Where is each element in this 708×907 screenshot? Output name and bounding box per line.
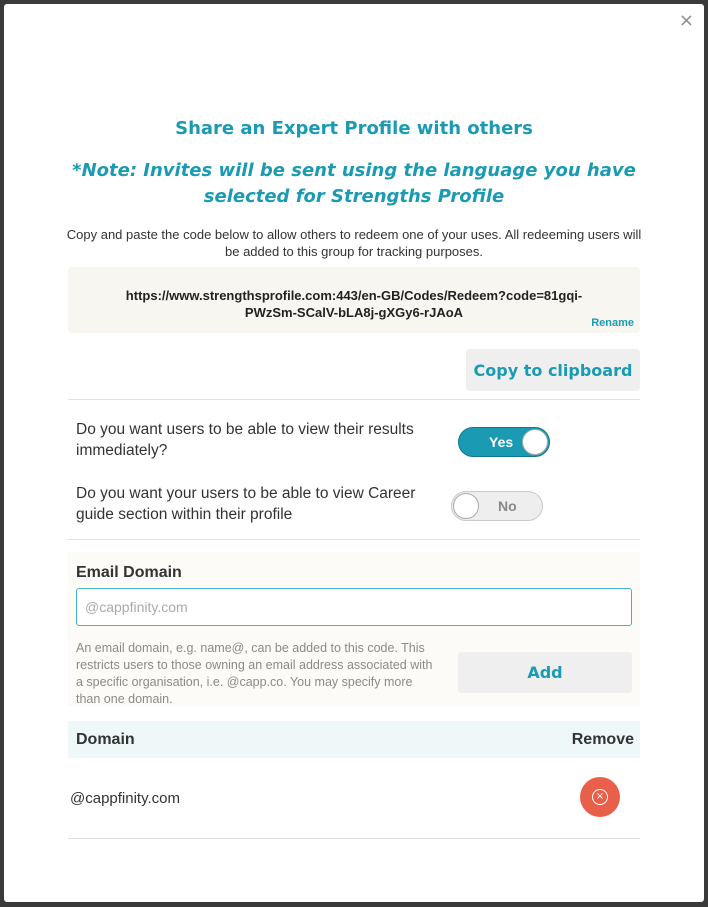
note-line-1: *Note: Invites will be sent using the language you have <box>72 160 636 181</box>
domain-cell: @cappfinity.com <box>70 790 180 807</box>
redeem-code-box <box>68 267 640 333</box>
view-results-question: Do you want users to be able to view their results immediately? <box>76 421 414 459</box>
redeem-url-line-2: PWzSm-SCalV-bLA8j-gXGy6-rJAoA <box>244 305 464 320</box>
close-circle-icon: × <box>592 789 608 805</box>
share-profile-modal <box>4 4 704 902</box>
rename-link[interactable]: Rename <box>591 317 634 329</box>
email-domain-section <box>68 552 640 706</box>
email-domain-input[interactable] <box>76 588 632 626</box>
divider <box>68 539 640 540</box>
divider <box>68 399 640 400</box>
email-domain-help: An email domain, e.g. name@, can be added to this code. This restricts users to those owning an email address associated with a specific organisation, i.e. @capp.co. You may specify more than one domain. <box>76 641 433 706</box>
column-header-remove: Remove <box>571 731 634 748</box>
career-guide-question: Do you want your users to be able to view Career guide section within their profile <box>76 485 416 523</box>
table-row <box>68 774 640 838</box>
toggle-knob <box>522 429 548 455</box>
redeem-url-line-1: https://www.strengthsprofile.com:443/en-GB/Codes/Redeem?code=81gqi- <box>125 288 583 303</box>
domain-table-header <box>68 721 640 758</box>
view-results-toggle[interactable] <box>458 427 550 457</box>
remove-domain-button[interactable] <box>580 777 620 817</box>
share-description: Copy and paste the code below to allow others to redeem one of your uses. All redeeming users will be added to this group for tracking purposes. <box>66 227 642 259</box>
note-line-2: selected for Strengths Profile <box>203 186 505 207</box>
modal-title: Share an Expert Profile with others <box>175 118 533 139</box>
career-guide-toggle[interactable] <box>451 491 543 521</box>
copy-to-clipboard-button[interactable]: Copy to clipboard <box>466 349 640 391</box>
add-domain-button[interactable]: Add <box>458 652 632 693</box>
toggle-knob <box>453 493 479 519</box>
divider <box>68 838 640 839</box>
email-domain-heading: Email Domain <box>76 564 182 581</box>
redeem-url <box>98 287 610 321</box>
toggle-state-label: No <box>498 498 517 514</box>
column-header-domain: Domain <box>76 731 135 748</box>
language-note <box>64 158 644 210</box>
toggle-state-label: Yes <box>489 434 514 450</box>
close-icon[interactable]: × <box>678 10 694 31</box>
